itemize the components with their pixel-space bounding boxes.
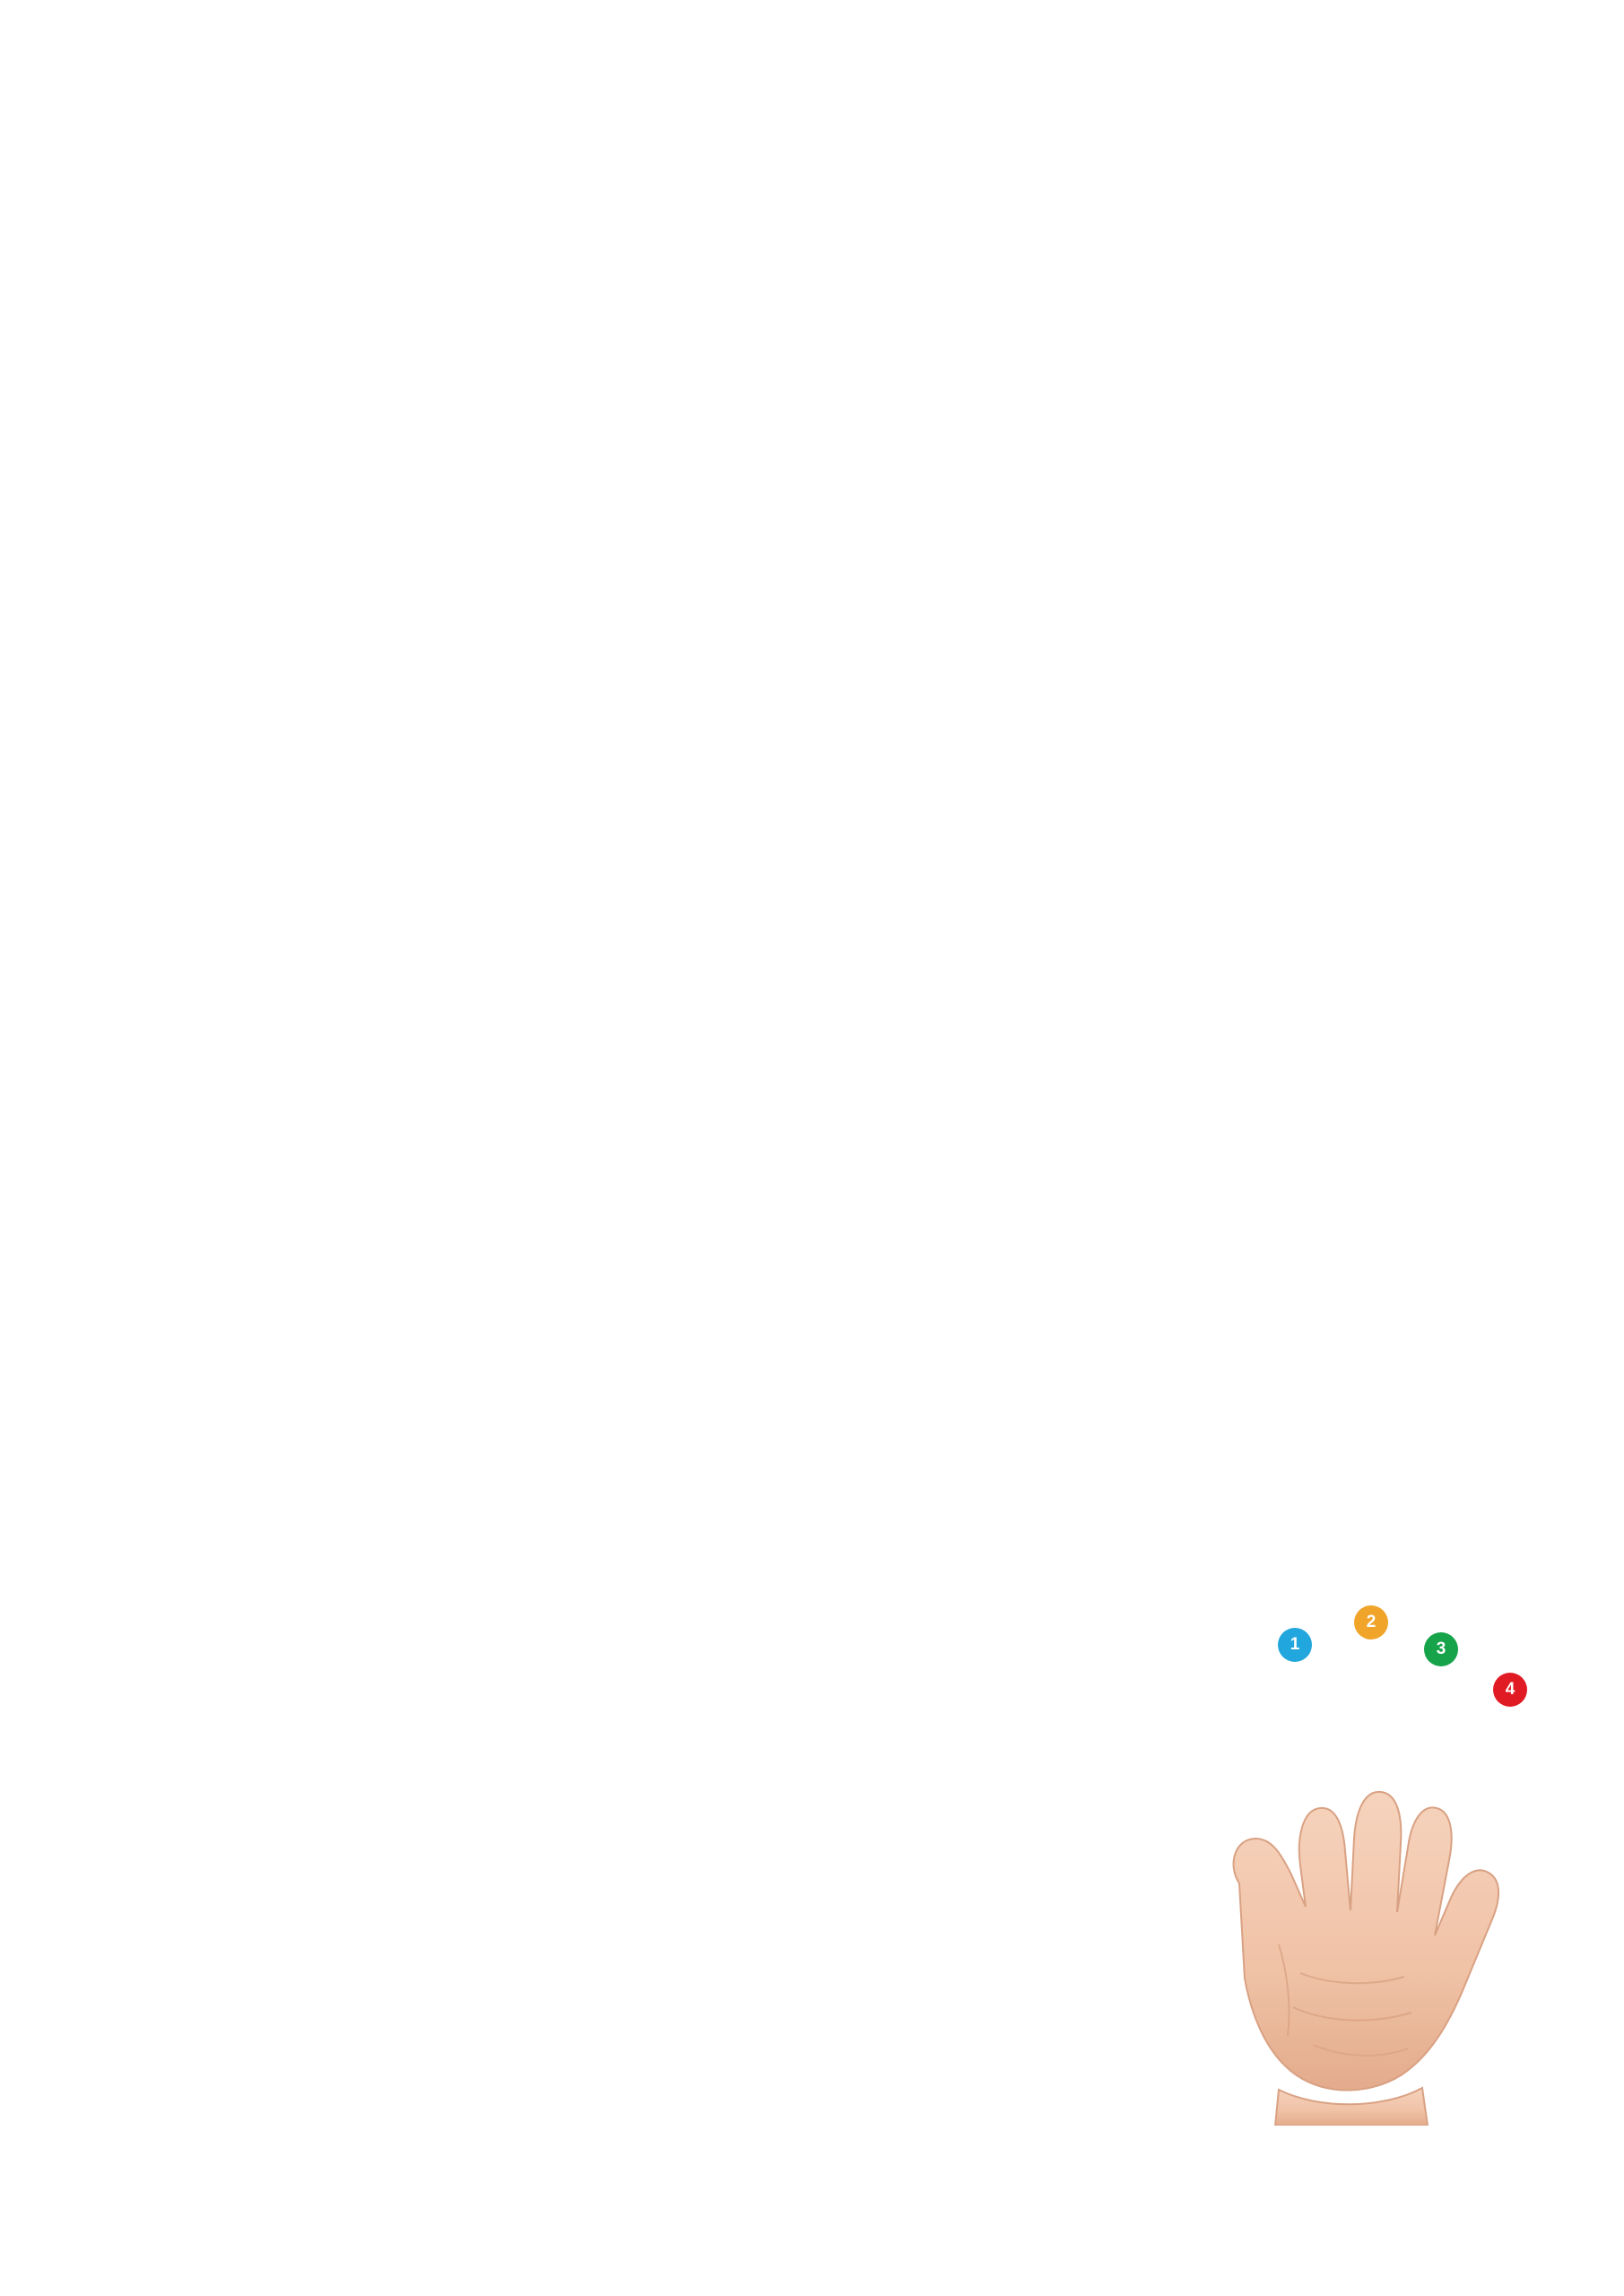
legend-finger-dot-pinky: 4 [1493,1673,1527,1707]
legend-finger-dot-ring: 3 [1424,1632,1458,1666]
legend-finger-dot-middle: 2 [1354,1605,1388,1639]
hand-illustration [1193,1704,1578,2126]
finger-numbering-legend [1193,1613,1578,2144]
legend-finger-dot-index: 1 [1278,1628,1312,1662]
